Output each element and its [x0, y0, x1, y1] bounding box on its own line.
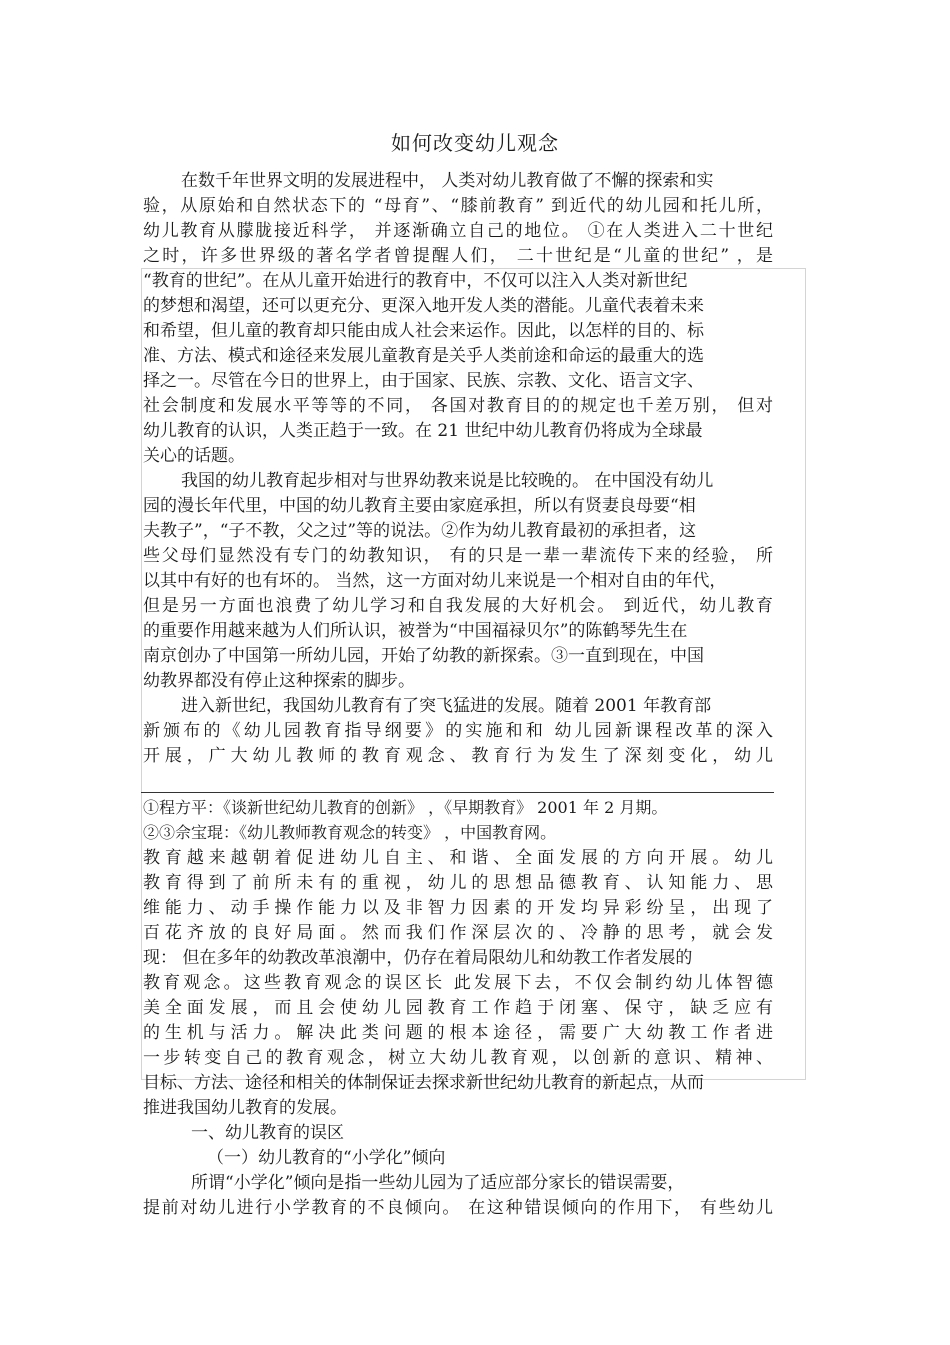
- paragraph-line: 的生机与活力。解决此类问题的根本途径，需要广大幼教工作者进: [143, 1023, 773, 1043]
- paragraph-line: 验，从原始和自然状态下的 “母育”、“膝前教育” 到近代的幼儿园和托儿所，: [143, 196, 773, 216]
- paragraph-line: 园的漫长年代里，中国的幼儿教育主要由家庭承担，所以有贤妻良母要“相: [143, 496, 696, 516]
- paragraph-line: 关心的话题。: [143, 446, 245, 466]
- footnote-separator: [141, 792, 774, 793]
- paragraph-line: 社会制度和发展水平等等的不同， 各国对教育目的的规定也千差万别， 但对: [143, 396, 773, 416]
- paragraph-line: 开展，广大幼儿教师的教育观念、教育行为发生了深刻变化，幼儿: [143, 746, 773, 766]
- paragraph-line: 所谓“小学化”倾向是指一些幼儿园为了适应部分家长的错误需要，: [191, 1173, 685, 1193]
- paragraph-line: 幼教界都没有停止这种探索的脚步。: [143, 671, 415, 691]
- paragraph-line: 幼儿教育的认识，人类正趋于一致。在 21 世纪中幼儿教育仍将成为全球最: [143, 421, 703, 441]
- paragraph-line: 准、方法、模式和途径来发展儿童教育是关乎人类前途和命运的最重大的选: [143, 346, 704, 366]
- paragraph-line: 进入新世纪，我国幼儿教育有了突飞猛进的发展。随着 2001 年教育部: [181, 696, 712, 716]
- subsection-heading: （一）幼儿教育的“小学化”倾向: [207, 1148, 446, 1168]
- paragraph-line: 些父母们显然没有专门的幼教知识， 有的只是一辈一辈流传下来的经验， 所: [143, 546, 773, 566]
- paragraph-line: 教育得到了前所未有的重视，幼儿的思想品德教育、认知能力、思: [143, 873, 773, 893]
- paragraph-line: 维能力、动手操作能力以及非智力因素的开发均异彩纷呈，出现了: [143, 898, 773, 918]
- paragraph-line: “教育的世纪”。在从儿童开始进行的教育中，不仅可以注入人类对新世纪: [143, 271, 688, 291]
- paragraph-line: 目标、方法、途径和相关的体制保证去探求新世纪幼儿教育的新起点，从而: [143, 1073, 704, 1093]
- paragraph-line: 在数千年世界文明的发展进程中， 人类对幼儿教育做了不懈的探索和实: [181, 171, 714, 191]
- paragraph-line: 提前对幼儿进行小学教育的不良倾向。 在这种错误倾向的作用下， 有些幼儿: [143, 1198, 773, 1218]
- paragraph-line: 我国的幼儿教育起步相对与世界幼教来说是比较晚的。 在中国没有幼儿: [181, 471, 714, 491]
- paragraph-line: 夫教子”，“子不教，父之过”等的说法。②作为幼儿教育最初的承担者，这: [143, 521, 697, 541]
- paragraph-line: 的梦想和渴望，还可以更充分、更深入地开发人类的潜能。儿童代表着未来: [143, 296, 704, 316]
- paragraph-line: 美全面发展，而且会使幼儿园教育工作趋于闭塞、保守，缺乏应有: [143, 998, 773, 1018]
- section-heading: 一、幼儿教育的误区: [191, 1123, 344, 1143]
- footnote: ②③佘宝琨：《幼儿教师教育观念的转变》 ，中国教育网。: [143, 823, 557, 842]
- paragraph-line: 教育越来越朝着促进幼儿自主、和谐、全面发展的方向开展。幼儿: [143, 848, 773, 868]
- paragraph-line: 推进我国幼儿教育的发展。: [143, 1098, 347, 1118]
- document-title: 如何改变幼儿观念: [391, 131, 559, 155]
- paragraph-line: 和希望，但儿童的教育却只能由成人社会来运作。因此，以怎样的目的、标: [143, 321, 704, 341]
- paragraph-line: 但是另一方面也浪费了幼儿学习和自我发展的大好机会。 到近代，幼儿教育: [143, 596, 773, 616]
- paragraph-line: 新颁布的《幼儿园教育指导纲要》的实施和和 幼儿园新课程改革的深入: [143, 721, 773, 741]
- paragraph-line: 的重要作用越来越为人们所认识，被誉为“中国福禄贝尔”的陈鹤琴先生在: [143, 621, 688, 641]
- paragraph-line: 择之一。尽管在今日的世界上，由于国家、民族、宗教、文化、语言文字、: [143, 371, 704, 391]
- paragraph-line: 百花齐放的良好局面。然而我们作深层次的、冷静的思考，就会发: [143, 923, 773, 943]
- paragraph-line: 现： 但在多年的幼教改革浪潮中，仍存在着局限幼儿和幼教工作者发展的: [143, 948, 693, 968]
- paragraph-line: 以其中有好的也有坏的。 当然，这一方面对幼儿来说是一个相对自由的年代，: [143, 571, 727, 591]
- footnote: ①程方平：《谈新世纪幼儿教育的创新》 ，《早期教育》 2001 年 2 月期。: [143, 798, 668, 817]
- paragraph-line: 南京创办了中国第一所幼儿园，开始了幼教的新探索。③一直到现在，中国: [143, 646, 704, 666]
- paragraph-line: 之时，许多世界级的著名学者曾提醒人们， 二十世纪是“儿童的世纪” ，是: [143, 246, 773, 266]
- paragraph-line: 教育观念。这些教育观念的误区长 此发展下去，不仅会制约幼儿体智德: [143, 973, 773, 993]
- paragraph-line: 一步转变自己的教育观念，树立大幼儿教育观，以创新的意识、精神、: [143, 1048, 773, 1068]
- paragraph-line: 幼儿教育从朦胧接近科学， 并逐渐确立自己的地位。 ①在人类进入二十世纪: [143, 221, 773, 241]
